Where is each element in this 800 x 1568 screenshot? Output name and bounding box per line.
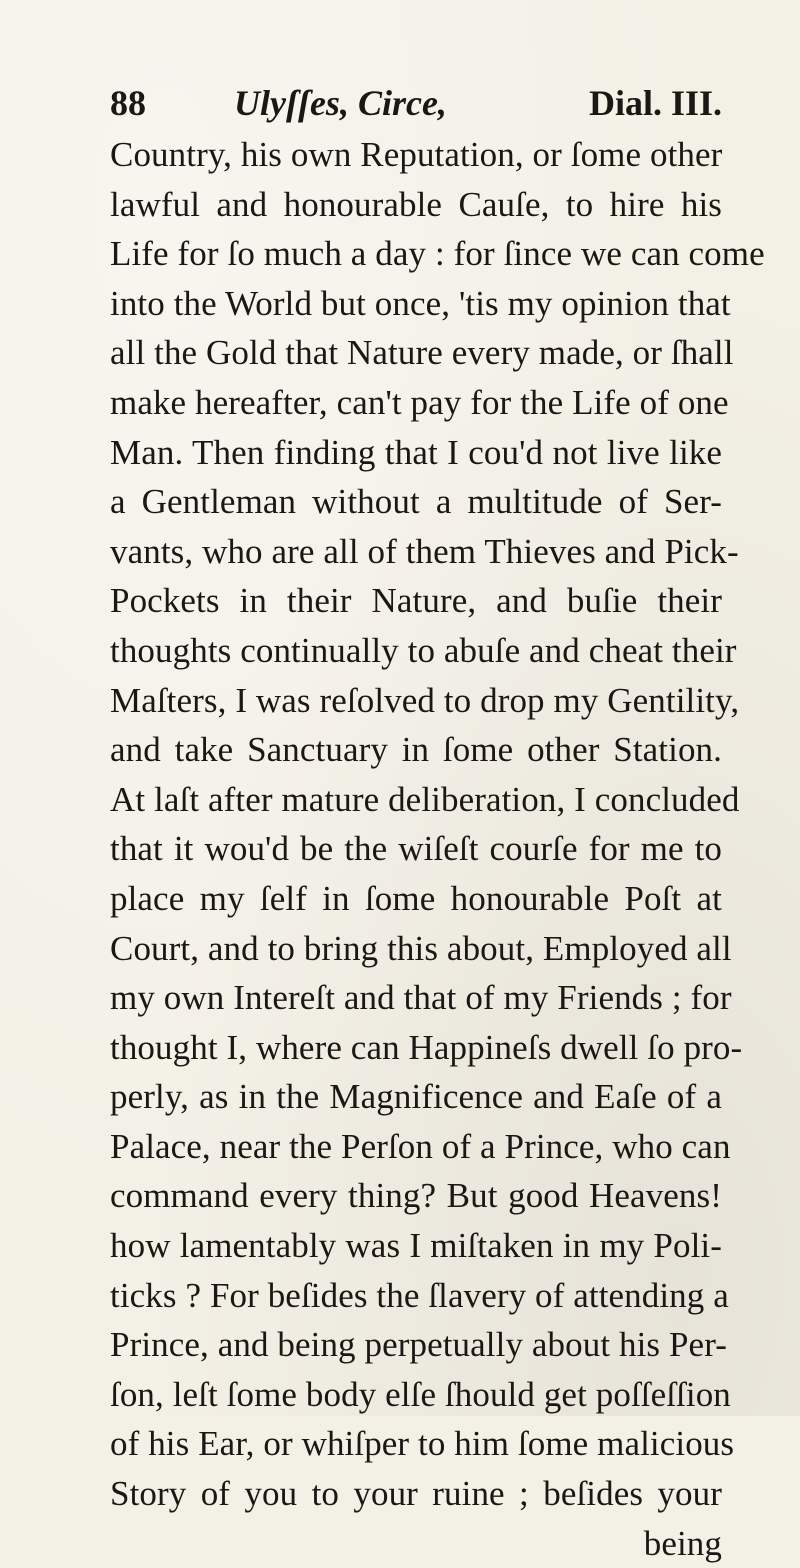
page-number: 88 (110, 83, 146, 123)
text-line: thoughts continually to abuſe and cheat their (110, 630, 737, 670)
text-line: thought I, where can Happineſs dwell ſo pro- (110, 1027, 743, 1067)
text-line: how lamentably was I miſtaken in my Poli- (110, 1226, 722, 1266)
text-line: place my ſelf in ſome honourable Poſt at (110, 878, 722, 918)
text-line: Maſters, I was reſolved to drop my Gentility, (110, 680, 740, 720)
running-head (110, 78, 722, 128)
text-line: Life for ſo much a day : for ſince we can come (110, 234, 765, 274)
text-line: ticks ? For beſides the ſlavery of attending a (110, 1275, 729, 1315)
text-line: of his Ear, or whiſper to him ſome malicious (110, 1424, 735, 1464)
text-line: my own Intereſt and that of my Friends ; for (110, 978, 732, 1018)
text-line: lawful and honourable Cauſe, to hire his (110, 184, 722, 224)
text-line: Palace, near the Perſon of a Prince, who can (110, 1126, 731, 1166)
text-line: Pockets in their Nature, and buſie their (110, 581, 722, 621)
text-line: At laſt after mature deliberation, I concluded (110, 779, 740, 819)
text-line: Prince, and being perpetually about his Per- (110, 1325, 728, 1365)
catchword: being (643, 1523, 722, 1563)
text-line: into the World but once, 'tis my opinion that (110, 283, 731, 323)
text-line: and take Sanctuary in ſome other Station. (110, 730, 722, 770)
text-line: Story of you to your ruine ; beſides your (110, 1474, 722, 1514)
text-line: Country, his own Reputation, or ſome other (110, 135, 723, 174)
running-head-title: Ulyſſes, Circe, (234, 83, 447, 123)
text-line: that it wou'd be the wiſeſt courſe for me to (110, 829, 722, 869)
text-line: make hereafter, can't pay for the Life of one (110, 382, 729, 422)
text-line: perly, as in the Magnificence and Eaſe of a (110, 1077, 722, 1117)
text-line: Court, and to bring this about, Employed all (110, 928, 732, 968)
body-text (110, 130, 765, 1568)
text-line: ſon, leſt ſome body elſe ſhould get poſſeſſion (110, 1374, 731, 1414)
text-line: command every thing? But good Heavens! (110, 1176, 722, 1216)
text-line: all the Gold that Nature every made, or ſhall (110, 333, 734, 373)
text-line: Man. Then finding that I cou'd not live like (110, 432, 722, 472)
text-line: vants, who are all of them Thieves and Pick- (110, 531, 739, 571)
running-head-dialogue: Dial. III. (588, 83, 722, 123)
text-line: a Gentleman without a multitude of Ser- (110, 482, 722, 522)
